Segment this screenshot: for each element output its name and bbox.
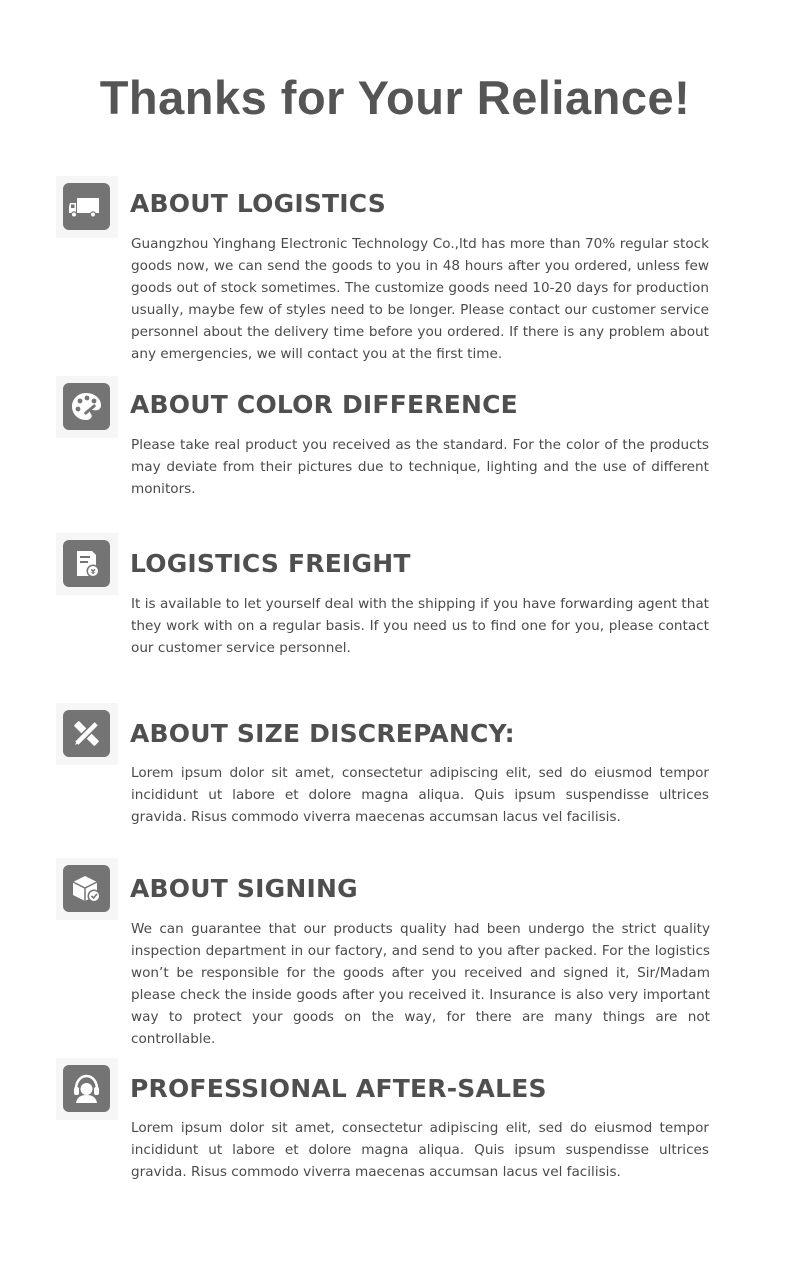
customer-service-icon — [63, 1065, 110, 1112]
section-heading: ABOUT LOGISTICS — [130, 189, 387, 218]
icon-tile — [56, 703, 118, 765]
section-body: Lorem ipsum dolor sit amet, consectetur adipiscing elit, sed do eiusmod tempor incididunt ut labore et dolore magna aliqua. Quis ipsum suspendisse ultrices gravida. Risus commodo viverra maecenas accumsan lacus vel facilisis. — [131, 765, 709, 825]
freight-bill-icon — [63, 540, 110, 587]
icon-tile — [56, 176, 118, 238]
section-body: Guangzhou Yinghang Electronic Technology Co.,ltd has more than 70% regular stock goods now, we can send the goods to you in 48 hours after you ordered, unless few goods out of stock sometimes. The customize goods need 10-20 days for production usually, maybe few of styles need to be longer. Please contact our customer service personnel about the delivery time before you ordered. If there is any problem about any emergencies, we will contact you at the first time. — [131, 236, 709, 362]
package-check-icon — [63, 865, 110, 912]
section-heading: PROFESSIONAL AFTER-SALES — [130, 1074, 547, 1103]
icon-tile — [56, 376, 118, 438]
section-heading: ABOUT SIGNING — [130, 874, 358, 903]
section-body: Please take real product you received as the standard. For the color of the products may deviate from their pictures due to technique, lighting and the use of different monitors. — [131, 437, 709, 497]
section-body: We can guarantee that our products quality had been undergo the strict quality inspection department in our factory, and send to you after packed. For the logistics won’t be responsible for the goods after you received and signed it, Sir/Madam please check the inside goods after you received it. Insurance is also very important way to protect your goods on the way, for there are many things are not controllable. — [131, 921, 710, 1047]
section-heading: LOGISTICS FREIGHT — [130, 549, 411, 578]
icon-tile — [56, 533, 118, 595]
page-title: Thanks for Your Reliance! — [99, 71, 691, 124]
ruler-pencil-icon — [63, 710, 110, 757]
icon-tile — [56, 858, 118, 920]
section-body: It is available to let yourself deal with the shipping if you have forwarding agent that they work with on a regular basis. If you need us to find one for you, please contact our customer service personnel. — [131, 596, 709, 656]
section-body: Lorem ipsum dolor sit amet, consectetur adipiscing elit, sed do eiusmod tempor incididunt ut labore et dolore magna aliqua. Quis ipsum suspendisse ultrices gravida. Risus commodo viverra maecenas accumsan lacus vel facilisis. — [131, 1120, 709, 1180]
svg-text:¥: ¥ — [90, 568, 96, 576]
icon-tile — [56, 1058, 118, 1120]
section-heading: ABOUT SIZE DISCREPANCY: — [130, 719, 515, 748]
truck-icon — [63, 183, 110, 230]
section-heading: ABOUT COLOR DIFFERENCE — [130, 390, 518, 419]
palette-icon — [63, 383, 110, 430]
